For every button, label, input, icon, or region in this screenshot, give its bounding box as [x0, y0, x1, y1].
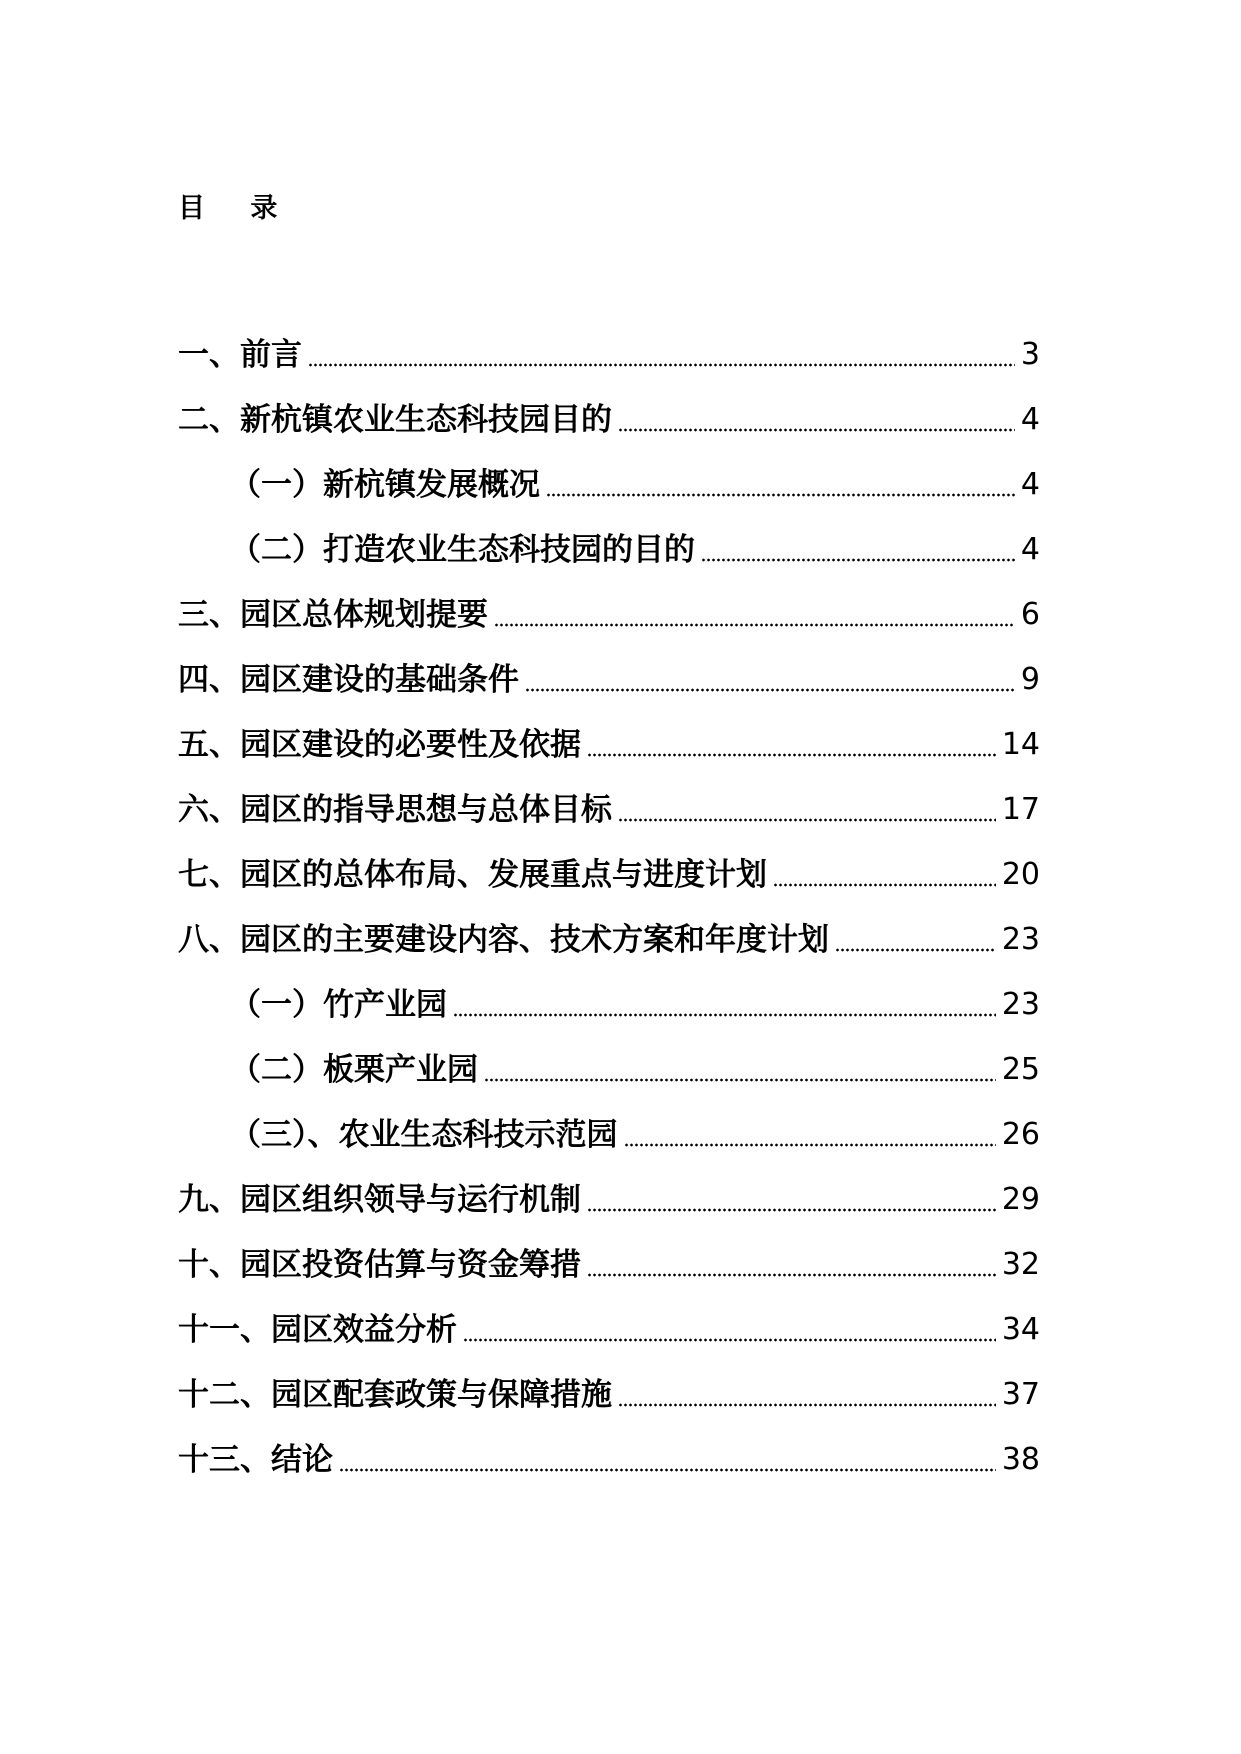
toc-entry-page: 4	[1020, 467, 1040, 502]
dot-leader	[773, 883, 996, 887]
toc-entry-text: 十二、园区配套政策与保障措施	[178, 1377, 612, 1413]
toc-subentry[interactable]	[178, 970, 1040, 1035]
toc-entry-page: 4	[1020, 532, 1040, 567]
dot-leader	[587, 1273, 996, 1277]
toc-entry-text: （一）竹产业园	[230, 987, 447, 1023]
dot-leader	[835, 948, 996, 952]
dot-leader	[587, 753, 996, 757]
toc-entry-text: 三、园区总体规划提要	[178, 597, 488, 633]
toc-entry-text: （二）板栗产业园	[230, 1052, 478, 1088]
dot-leader	[624, 1143, 996, 1147]
toc-entry[interactable]	[178, 320, 1040, 385]
toc-entry-page: 26	[1001, 1117, 1040, 1152]
toc-entry[interactable]	[178, 1295, 1040, 1360]
toc-entry[interactable]	[178, 710, 1040, 775]
toc-entry-text: 九、园区组织领导与运行机制	[178, 1182, 581, 1218]
toc-entry[interactable]	[178, 1230, 1040, 1295]
toc-entry-page: 32	[1001, 1247, 1040, 1282]
dot-leader	[494, 623, 1015, 627]
dot-leader	[308, 363, 1015, 367]
toc-entry-page: 3	[1020, 337, 1040, 372]
toc-entry-page: 29	[1001, 1182, 1040, 1217]
toc-entry-page: 23	[1001, 922, 1040, 957]
toc-entry-page: 37	[1001, 1377, 1040, 1412]
toc-entry-text: 二、新杭镇农业生态科技园目的	[178, 402, 612, 438]
dot-leader	[484, 1078, 996, 1082]
toc-subentry[interactable]	[178, 450, 1040, 515]
dot-leader	[618, 1403, 996, 1407]
toc-entry-text: 一、前言	[178, 337, 302, 373]
toc-entry-page: 6	[1020, 597, 1040, 632]
toc-entry-text: （三）、农业生态科技示范园	[230, 1117, 618, 1153]
toc-entry-text: 十一、园区效益分析	[178, 1312, 457, 1348]
toc-entry[interactable]	[178, 1425, 1040, 1490]
dot-leader	[546, 493, 1015, 497]
toc-entry[interactable]	[178, 645, 1040, 710]
toc-entry[interactable]	[178, 580, 1040, 645]
toc-entry[interactable]	[178, 1360, 1040, 1425]
dot-leader	[618, 818, 996, 822]
toc-entry-page: 14	[1001, 727, 1040, 762]
toc-entry[interactable]	[178, 1165, 1040, 1230]
toc-subentry[interactable]	[178, 1035, 1040, 1100]
toc-entry-text: 十、园区投资估算与资金筹措	[178, 1247, 581, 1283]
dot-leader	[463, 1338, 996, 1342]
toc-entry-page: 38	[1001, 1442, 1040, 1477]
toc-entry-text: 七、园区的总体布局、发展重点与进度计划	[178, 857, 767, 893]
toc-title: 目 录	[178, 193, 296, 224]
dot-leader	[701, 558, 1015, 562]
toc-entry-page: 4	[1020, 402, 1040, 437]
toc-entry[interactable]	[178, 385, 1040, 450]
dot-leader	[587, 1208, 996, 1212]
toc-entry-text: 十三、结论	[178, 1442, 333, 1478]
toc-entry-page: 17	[1001, 792, 1040, 827]
toc-entry-page: 25	[1001, 1052, 1040, 1087]
toc-entry-page: 9	[1020, 662, 1040, 697]
table-of-contents	[178, 320, 1040, 1490]
toc-entry-page: 34	[1001, 1312, 1040, 1347]
toc-entry-text: （二）打造农业生态科技园的目的	[230, 532, 695, 568]
dot-leader	[525, 688, 1015, 692]
toc-entry-text: 五、园区建设的必要性及依据	[178, 727, 581, 763]
toc-entry-text: 六、园区的指导思想与总体目标	[178, 792, 612, 828]
toc-entry-text: （一）新杭镇发展概况	[230, 467, 540, 503]
toc-entry-text: 八、园区的主要建设内容、技术方案和年度计划	[178, 922, 829, 958]
toc-entry-page: 23	[1001, 987, 1040, 1022]
toc-entry[interactable]	[178, 905, 1040, 970]
dot-leader	[339, 1468, 996, 1472]
toc-entry-text: 四、园区建设的基础条件	[178, 662, 519, 698]
dot-leader	[618, 428, 1015, 432]
toc-subentry[interactable]	[178, 515, 1040, 580]
toc-entry[interactable]	[178, 775, 1040, 840]
dot-leader	[453, 1013, 996, 1017]
toc-entry-page: 20	[1001, 857, 1040, 892]
toc-entry[interactable]	[178, 840, 1040, 905]
toc-subentry[interactable]	[178, 1100, 1040, 1165]
